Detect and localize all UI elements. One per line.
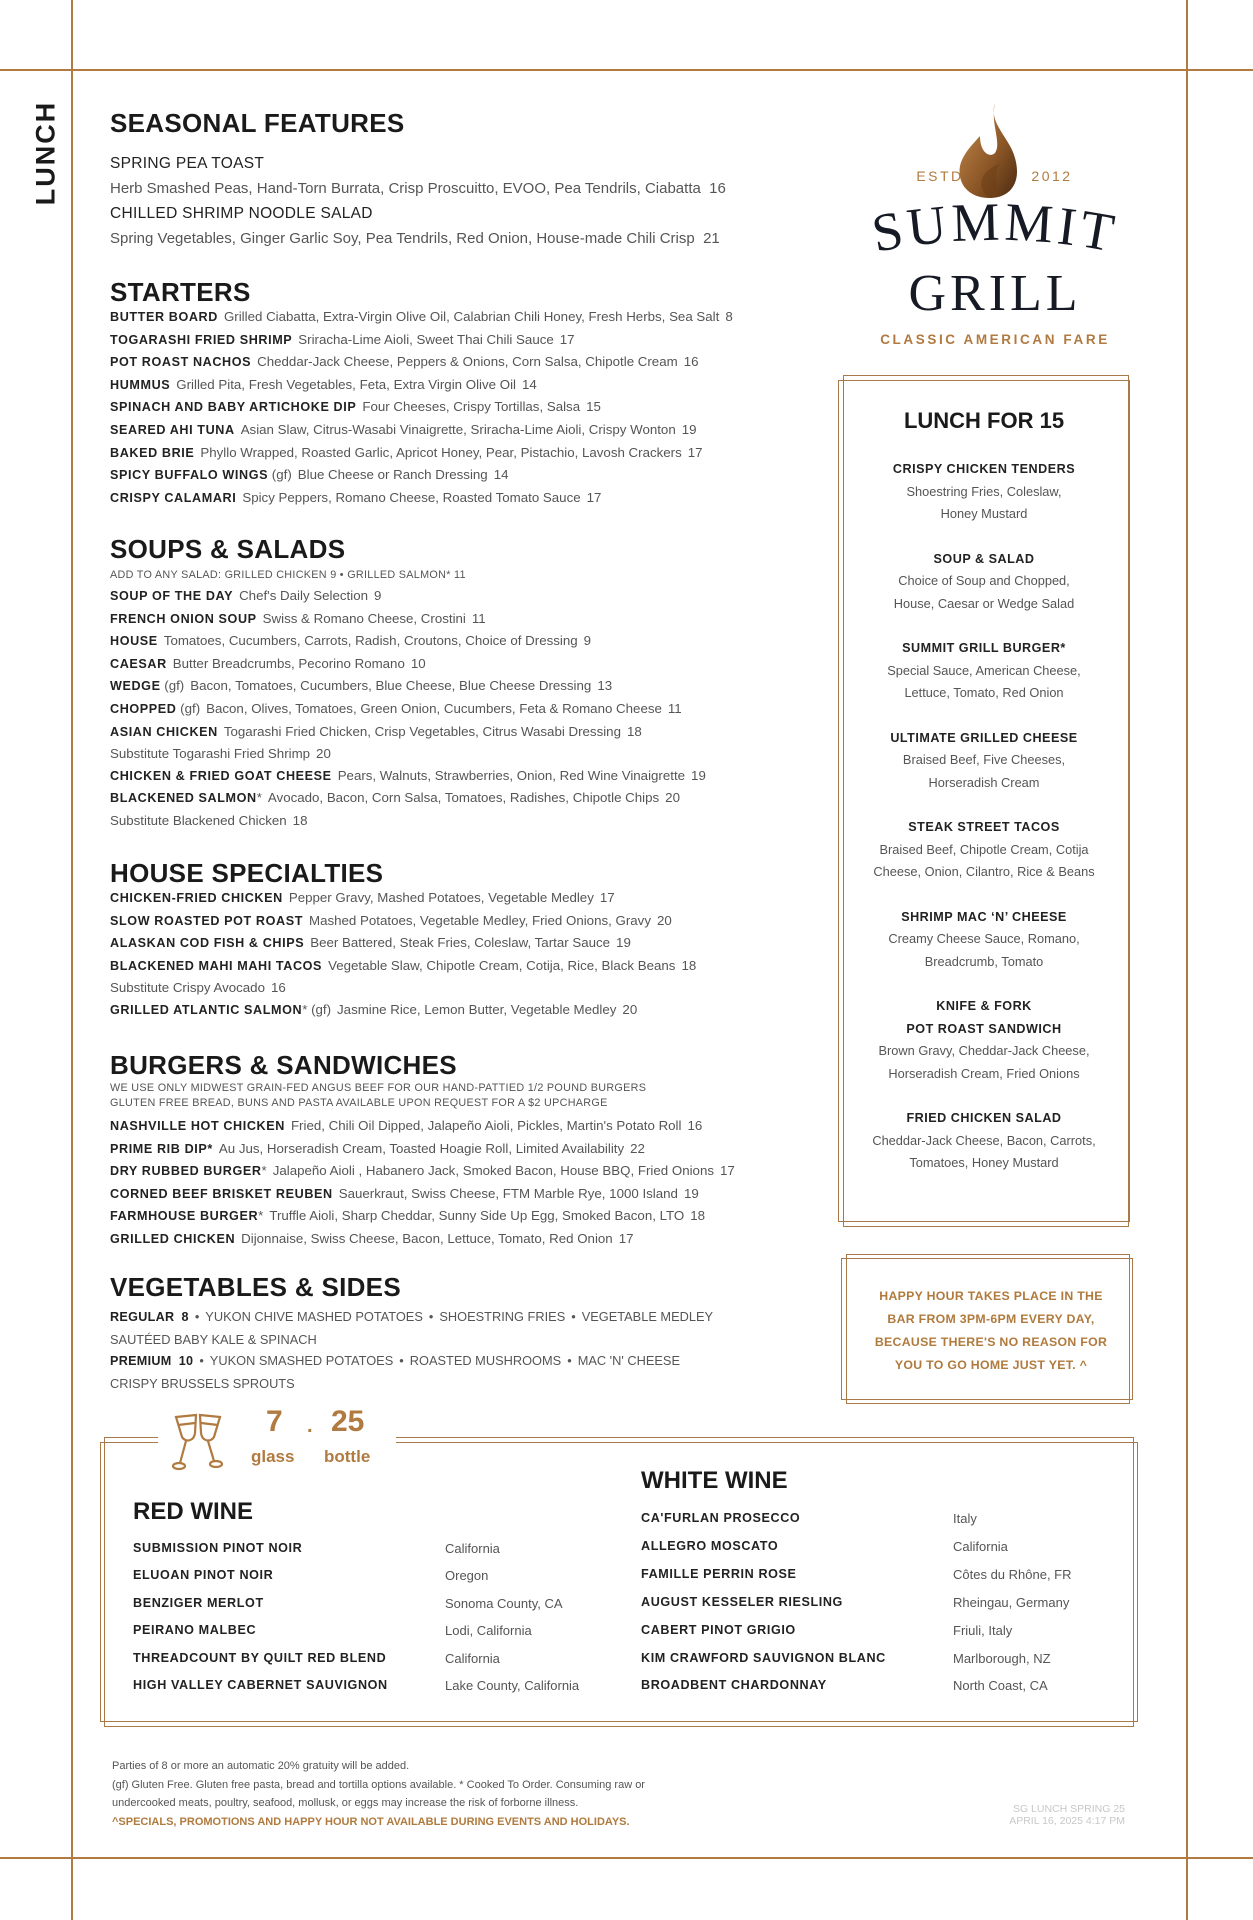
item-name: PRIME RIB DIP* — [110, 1141, 213, 1156]
wine-name: PEIRANO MALBEC — [133, 1623, 257, 1638]
lunch15-item-desc: Creamy Cheese Sauce, Romano, — [888, 931, 1080, 946]
item-desc: Chef's Daily Selection — [239, 588, 368, 603]
lunch15-item-desc: Brown Gravy, Cheddar-Jack Cheese, — [878, 1043, 1090, 1058]
wine-item — [641, 1622, 1013, 1638]
wine-name: FAMILLE PERRIN ROSE — [641, 1566, 797, 1581]
lunch15-item-name: CRISPY CHICKEN TENDERS — [892, 462, 1076, 476]
wine-item — [133, 1650, 500, 1666]
item-modifier: * — [258, 1208, 264, 1224]
item-name: CHICKEN & FRIED GOAT CHEESE — [110, 768, 332, 783]
soups-list-wrap — [110, 568, 810, 832]
item-name: HUMMUS — [110, 377, 171, 392]
item-desc: Togarashi Fried Chicken, Crisp Vegetables, Citrus Wasabi Dressing — [223, 723, 621, 739]
item-modifier: (gf) — [268, 467, 292, 483]
lunch15-list — [842, 458, 1126, 1175]
section-title-starters: STARTERS — [110, 277, 251, 307]
footer-line: undercooked meats, poultry, seafood, mollusk, or eggs may increase the risk of forborne illness. — [112, 1797, 579, 1810]
price: 14 — [522, 376, 537, 392]
wine-item — [641, 1566, 1072, 1582]
price: 19 — [616, 935, 631, 951]
wine-item — [133, 1541, 500, 1556]
price: 18 — [626, 723, 642, 739]
price: 17 — [559, 331, 575, 347]
item-name: SPINACH AND BABY ARTICHOKE DIP — [110, 400, 357, 415]
price: 18 — [690, 1208, 706, 1224]
lunch15-item — [842, 727, 1126, 795]
feature-desc: Herb Smashed Peas, Hand-Torn Burrata, Crisp Proscuitto, EVOO, Pea Tendrils, Ciabatta 16 — [110, 180, 726, 197]
price: 11 — [667, 700, 682, 716]
lunch15-item — [842, 906, 1126, 974]
item-desc: Beer Battered, Steak Fries, Coleslaw, Tartar Sauce — [310, 935, 611, 951]
side-label: LUNCH — [30, 100, 61, 206]
wine-name: SUBMISSION PINOT NOIR — [133, 1541, 303, 1555]
price: 19 — [691, 767, 706, 783]
wine-region: California — [953, 1538, 1008, 1554]
lunch15-item-desc: Cheddar-Jack Cheese, Bacon, Carrots, — [872, 1132, 1096, 1148]
menu-item — [110, 585, 810, 608]
menu-item — [110, 1205, 810, 1228]
price: 17 — [599, 890, 615, 905]
red-wine-title: RED WINE — [133, 1498, 253, 1525]
brand-tagline: CLASSIC AMERICAN FARE — [880, 332, 1110, 347]
item-desc: Four Cheeses, Crispy Tortillas, Salsa — [362, 399, 581, 415]
wine-region: Friuli, Italy — [953, 1622, 1013, 1638]
price: 13 — [597, 678, 613, 694]
wine-name: HIGH VALLEY CABERNET SAUVIGNON — [133, 1678, 388, 1692]
item-desc: Bacon, Olives, Tomatoes, Green Onion, Cucumbers, Feta & Romano Cheese — [206, 700, 662, 716]
item-name: BAKED BRIE — [110, 445, 195, 460]
wine-item — [641, 1650, 1051, 1666]
burgers-list-wrap — [110, 1081, 810, 1251]
wine-region: Rheingau, Germany — [953, 1594, 1070, 1610]
menu-item — [110, 608, 810, 631]
wine-name: ELUOAN PINOT NOIR — [133, 1568, 274, 1583]
section-title-specialties: HOUSE SPECIALTIES — [110, 858, 384, 888]
summit-grill-logo — [840, 98, 1150, 348]
lunch15-item-name: SHRIMP MAC ‘N’ CHEESE — [901, 909, 1067, 924]
wine-name: KIM CRAWFORD SAUVIGNON BLANC — [641, 1650, 886, 1665]
item-desc: Avocado, Bacon, Corn Salsa, Tomatoes, Radishes, Chipotle Chips — [267, 790, 660, 806]
menu-item — [110, 396, 810, 419]
item-name: ALASKAN COD FISH & CHIPS — [110, 936, 305, 951]
substitute-option: Substitute Crispy Avocado — [110, 980, 265, 996]
stamp-line: SG LUNCH SPRING 25 — [1012, 1803, 1125, 1815]
wine-name: CA'FURLAN PROSECCO — [641, 1511, 801, 1525]
menu-item — [110, 887, 810, 910]
glass-price: 7 — [266, 1405, 283, 1438]
item-desc: Sriracha-Lime Aioli, Sweet Thai Chili Sauce — [298, 331, 554, 347]
wine-name: BENZIGER MERLOT — [133, 1595, 264, 1610]
section-title-seasonal: SEASONAL FEATURES — [110, 108, 405, 138]
item-name: ASIAN CHICKEN — [110, 724, 218, 739]
item-desc: Phyllo Wrapped, Roasted Garlic, Apricot Honey, Pear, Pistachio, Lavosh Crackers — [200, 444, 682, 460]
sides-list — [110, 1306, 810, 1394]
price: 16 — [683, 354, 699, 370]
item-desc: Spicy Peppers, Romano Cheese, Roasted Tomato Sauce — [242, 489, 581, 505]
lunch15-item-desc: Horseradish Cream, Fried Onions — [888, 1065, 1080, 1081]
lunch15-item — [842, 637, 1126, 705]
item-modifier: (gf) — [160, 678, 185, 694]
lunch15-item — [842, 458, 1126, 526]
item-desc: Pears, Walnuts, Strawberries, Onion, Red Wine Vinaigrette — [337, 767, 686, 783]
lunch15-item-name: STEAK STREET TACOS — [908, 820, 1060, 834]
menu-item — [110, 351, 810, 374]
lunch15-item — [842, 1107, 1126, 1175]
lunch15-item — [842, 548, 1126, 616]
item-modifier: * (gf) — [302, 1001, 332, 1017]
lunch15-item-name: ULTIMATE GRILLED CHEESE — [890, 730, 1078, 745]
brand-name-line2: GRILL — [908, 265, 1082, 322]
menu-item — [110, 374, 810, 397]
feature-desc: Spring Vegetables, Ginger Garlic Soy, Pea Tendrils, Red Onion, House-made Chili Crisp 21 — [110, 230, 720, 247]
menu-item — [110, 765, 810, 788]
price: 19 — [683, 1185, 699, 1201]
footer-line: Parties of 8 or more an automatic 20% gratuity will be added. — [112, 1760, 410, 1772]
item-desc: Butter Breadcrumbs, Pecorino Romano — [172, 655, 405, 671]
menu-item — [110, 810, 810, 832]
side-item: CRISPY BRUSSELS SPROUTS — [110, 1375, 295, 1391]
menu-item — [110, 932, 810, 955]
price: 22 — [630, 1140, 645, 1156]
menu-item — [110, 999, 810, 1022]
menu-item — [110, 977, 810, 999]
item-name: SEARED AHI TUNA — [110, 422, 235, 437]
lunch15-item — [842, 816, 1126, 884]
print-stamp — [1003, 1803, 1125, 1827]
item-desc: Pepper Gravy, Mashed Potatoes, Vegetable Medley — [288, 890, 594, 905]
happy-hour-line: YOU TO GO HOME JUST YET. ^ — [894, 1358, 1088, 1372]
salad-addon-note: ADD TO ANY SALAD: GRILLED CHICKEN 9 • GRILLED SALMON* 11 — [110, 569, 466, 581]
price: 17 — [720, 1163, 735, 1179]
wine-item — [641, 1511, 977, 1526]
brand-name-line1: SUMMIT — [867, 191, 1123, 264]
feature-name: SPRING PEA TOAST — [110, 155, 265, 172]
top-rule — [0, 69, 1253, 71]
item-desc: Jalapeño Aioli , Habanero Jack, Smoked Bacon, House BBQ, Fried Onions — [272, 1163, 714, 1179]
wine-item — [133, 1623, 532, 1639]
bottle-price: 25 — [331, 1405, 365, 1438]
item-desc: Swiss & Romano Cheese, Crostini — [262, 610, 466, 626]
section-title-sides: VEGETABLES & SIDES — [110, 1272, 401, 1302]
burger-note: WE USE ONLY MIDWEST GRAIN-FED ANGUS BEEF FOR OUR HAND-PATTIED 1/2 POUND BURGERS — [110, 1082, 647, 1094]
item-name: SPICY BUFFALO WINGS — [110, 468, 269, 483]
lunch15-item-desc: Cheese, Onion, Cilantro, Rice & Beans — [873, 864, 1095, 879]
seasonal-list — [110, 151, 810, 251]
white-wine-title: WHITE WINE — [641, 1467, 788, 1494]
menu-item — [110, 653, 810, 676]
item-desc: Grilled Ciabatta, Extra-Virgin Olive Oil, Calabrian Chili Honey, Fresh Herbs, Sea Salt — [223, 309, 720, 324]
wine-region: Côtes du Rhône, FR — [953, 1566, 1072, 1582]
lunch15-item-desc: Braised Beef, Five Cheeses, — [902, 752, 1066, 767]
item-desc: Cheddar-Jack Cheese, Peppers & Onions, Corn Salsa, Chipotle Cream — [257, 354, 678, 370]
item-desc: Dijonnaise, Swiss Cheese, Bacon, Lettuce, Tomato, Red Onion — [241, 1230, 613, 1246]
price: 17 — [687, 444, 703, 460]
item-name: GRILLED CHICKEN — [110, 1231, 236, 1246]
lunch15-item-name: KNIFE & FORK — [936, 999, 1032, 1013]
item-name: POT ROAST NACHOS — [110, 355, 252, 370]
menu-item — [110, 698, 810, 721]
price: 17 — [586, 489, 602, 505]
item-modifier: * — [256, 790, 262, 806]
menu-item — [110, 721, 810, 744]
wine-item — [641, 1538, 1008, 1554]
price-separator: . — [307, 1415, 313, 1437]
happy-hour-line: HAPPY HOUR TAKES PLACE IN THE — [879, 1289, 1103, 1303]
item-name: WEDGE — [110, 679, 161, 694]
item-desc: Asian Slaw, Citrus-Wasabi Vinaigrette, Sriracha-Lime Aioli, Crispy Wonton — [240, 421, 676, 437]
menu-item — [110, 1183, 810, 1206]
wine-item — [133, 1568, 489, 1584]
item-name: FARMHOUSE BURGER — [110, 1209, 259, 1224]
price: 16 — [709, 180, 726, 197]
price: 18 — [292, 812, 308, 828]
menu-item — [110, 1160, 810, 1183]
menu-item — [110, 955, 810, 978]
menu-item — [110, 743, 810, 765]
lunch15-item-desc: Honey Mustard — [940, 506, 1028, 521]
wine-item — [133, 1678, 580, 1693]
price: 8 — [725, 309, 733, 324]
wine-region: California — [445, 1650, 500, 1666]
lunch15-item-desc: Shoestring Fries, Coleslaw, — [906, 483, 1062, 499]
wine-region: Marlborough, NZ — [953, 1650, 1051, 1666]
burgers-list — [110, 1115, 810, 1251]
feature-name: CHILLED SHRIMP NOODLE SALAD — [110, 205, 373, 222]
price: 15 — [586, 399, 601, 415]
price: 21 — [703, 230, 720, 247]
item-modifier: (gf) — [176, 700, 201, 716]
wine-glasses-icon — [170, 1411, 242, 1473]
menu-item — [110, 464, 810, 487]
wine-name: ALLEGRO MOSCATO — [641, 1538, 779, 1553]
lunch15-item-name: POT ROAST SANDWICH — [906, 1021, 1062, 1036]
price: 20 — [622, 1001, 638, 1017]
item-name: CRISPY CALAMARI — [110, 490, 237, 505]
menu-item — [110, 329, 810, 352]
menu-item — [110, 306, 810, 329]
menu-item — [110, 442, 810, 465]
lunch15-panel — [842, 382, 1126, 1197]
item-desc: Mashed Potatoes, Vegetable Medley, Fried Onions, Gravy — [309, 912, 651, 928]
lunch15-item — [842, 995, 1126, 1085]
brand-year: 2012 — [1031, 168, 1073, 184]
price: 20 — [316, 746, 331, 762]
item-name: SOUP OF THE DAY — [110, 589, 234, 603]
substitute-option: Substitute Togarashi Fried Shrimp — [110, 746, 311, 762]
lunch15-item-desc: Tomatoes, Honey Mustard — [909, 1155, 1059, 1170]
side-item: SAUTÉED BABY KALE & SPINACH — [110, 1331, 317, 1347]
price: 11 — [471, 610, 486, 626]
menu-item — [110, 487, 810, 510]
wine-name: CABERT PINOT GRIGIO — [641, 1622, 796, 1637]
lunch15-item-name: SOUP & SALAD — [933, 551, 1035, 566]
sides-tier-regular: REGULAR 8 • YUKON CHIVE MASHED POTATOES • SHOESTRING FRIES • VEGETABLE MEDLEY — [110, 1309, 714, 1324]
price: 9 — [374, 588, 382, 603]
wine-region: Italy — [953, 1511, 977, 1526]
bottom-rule — [0, 1857, 1253, 1859]
item-modifier: * — [261, 1163, 267, 1179]
price: 19 — [681, 421, 697, 437]
item-desc: Blue Cheese or Ranch Dressing — [297, 467, 488, 483]
price: 16 — [687, 1118, 703, 1133]
right-rule — [1186, 0, 1188, 1920]
item-name: NASHVILLE HOT CHICKEN — [110, 1119, 285, 1133]
item-desc: Truffle Aioli, Sharp Cheddar, Sunny Side Up Egg, Smoked Bacon, LTO — [269, 1208, 685, 1224]
item-name: GRILLED ATLANTIC SALMON — [110, 1002, 303, 1017]
menu-item — [110, 1138, 810, 1161]
wine-name: AUGUST KESSELER RIESLING — [641, 1594, 843, 1609]
price: 14 — [493, 467, 509, 483]
lunch15-item-desc: Horseradish Cream — [928, 774, 1040, 790]
footer-line: (gf) Gluten Free. Gluten free pasta, bread and tortilla options available. * Cooked To Order. Consuming raw or — [112, 1778, 645, 1791]
wine-region: Sonoma County, CA — [445, 1595, 563, 1611]
item-desc: Fried, Chili Oil Dipped, Jalapeño Aioli, Pickles, Martin's Potato Roll — [290, 1118, 682, 1133]
item-name: CHICKEN-FRIED CHICKEN — [110, 891, 283, 905]
price: 20 — [665, 790, 680, 806]
substitute-option: Substitute Blackened Chicken — [110, 812, 287, 828]
wine-name: BROADBENT CHARDONNAY — [641, 1678, 827, 1693]
flame-icon — [960, 103, 1017, 198]
burger-note: GLUTEN FREE BREAD, BUNS AND PASTA AVAILABLE UPON REQUEST FOR A $2 UPCHARGE — [110, 1097, 608, 1109]
happy-hour-line: BAR FROM 3PM-6PM EVERY DAY, — [887, 1312, 1095, 1326]
item-desc: Vegetable Slaw, Chipotle Cream, Cotija, Rice, Black Beans — [328, 957, 676, 973]
brand-estd: ESTD — [916, 168, 964, 184]
footer-notes — [112, 1757, 645, 1832]
menu-item — [110, 1228, 810, 1251]
sides-tier-premium: PREMIUM 10 • YUKON SMASHED POTATOES • ROASTED MUSHROOMS • MAC 'N' CHEESE — [110, 1353, 680, 1369]
wine-item — [641, 1594, 1070, 1610]
section-title-soups: SOUPS & SALADS — [110, 534, 346, 564]
item-name: TOGARASHI FRIED SHRIMP — [110, 332, 293, 347]
glass-label: glass — [251, 1447, 295, 1466]
bottle-label: bottle — [324, 1447, 371, 1466]
wine-region: North Coast, CA — [953, 1678, 1048, 1694]
item-desc: Bacon, Tomatoes, Cucumbers, Blue Cheese, Blue Cheese Dressing — [190, 678, 592, 694]
item-desc: Jasmine Rice, Lemon Butter, Vegetable Medley — [337, 1001, 617, 1017]
item-name: SLOW ROASTED POT ROAST — [110, 913, 304, 928]
price: 17 — [618, 1230, 634, 1246]
item-name: FRENCH ONION SOUP — [110, 611, 257, 626]
lunch15-item-desc: Breadcrumb, Tomato — [924, 953, 1044, 969]
item-name: HOUSE — [110, 634, 158, 649]
wine-region: Lake County, California — [445, 1678, 580, 1693]
happy-hour-line: BECAUSE THERE'S NO REASON FOR — [874, 1335, 1108, 1349]
section-title-burgers: BURGERS & SANDWICHES — [110, 1050, 457, 1080]
lunch15-title: LUNCH FOR 15 — [903, 408, 1065, 433]
soups-list — [110, 585, 810, 832]
menu-item — [110, 1115, 810, 1138]
menu-item — [110, 675, 810, 698]
item-name: CHOPPED — [110, 701, 177, 716]
price: 16 — [270, 980, 286, 996]
starters-list — [110, 306, 810, 509]
wine-price-badge — [158, 1405, 396, 1475]
happy-hour-text — [848, 1285, 1134, 1377]
item-desc: Au Jus, Horseradish Cream, Toasted Hoagie Roll, Limited Availability — [218, 1140, 625, 1156]
menu-item — [110, 419, 810, 442]
wine-region: Lodi, California — [445, 1623, 532, 1639]
lunch15-item-name: FRIED CHICKEN SALAD — [906, 1111, 1062, 1125]
stamp-line: APRIL 16, 2025 4:17 PM — [1009, 1815, 1125, 1827]
item-desc: Sauerkraut, Swiss Cheese, FTM Marble Rye, 1000 Island — [338, 1185, 678, 1201]
price: 10 — [410, 655, 426, 671]
item-name: CORNED BEEF BRISKET REUBEN — [110, 1186, 333, 1201]
wine-name: THREADCOUNT BY QUILT RED BLEND — [133, 1650, 387, 1665]
menu-item — [110, 910, 810, 933]
specialties-list — [110, 887, 810, 1022]
item-name: CAESAR — [110, 656, 167, 671]
lunch15-item-desc: Special Sauce, American Cheese, — [887, 662, 1081, 678]
lunch15-item-name: SUMMIT GRILL BURGER* — [902, 641, 1066, 655]
lunch15-item-desc: Lettuce, Tomato, Red Onion — [904, 685, 1064, 700]
lunch15-item-desc: House, Caesar or Wedge Salad — [893, 595, 1075, 611]
lunch15-item-desc: Choice of Soup and Chopped, — [898, 573, 1070, 588]
price: 20 — [656, 912, 672, 928]
item-desc: Grilled Pita, Fresh Vegetables, Feta, Extra Virgin Olive Oil — [176, 376, 516, 392]
wine-region: Oregon — [445, 1568, 489, 1584]
price: 9 — [583, 633, 592, 649]
item-name: BLACKENED SALMON — [110, 791, 257, 806]
menu-item — [110, 787, 810, 810]
item-name: BUTTER BOARD — [110, 310, 218, 324]
item-name: DRY RUBBED BURGER — [110, 1164, 262, 1179]
wine-item — [641, 1678, 1048, 1694]
footer-disclaimer: ^SPECIALS, PROMOTIONS AND HAPPY HOUR NOT AVAILABLE DURING EVENTS AND HOLIDAYS. — [112, 1816, 630, 1829]
lunch15-item-desc: Braised Beef, Chipotle Cream, Cotija — [879, 841, 1089, 857]
menu-item — [110, 630, 810, 653]
wine-region: California — [445, 1541, 500, 1556]
left-rule — [71, 0, 73, 1920]
item-desc: Tomatoes, Cucumbers, Carrots, Radish, Croutons, Choice of Dressing — [163, 633, 578, 649]
item-name: BLACKENED MAHI MAHI TACOS — [110, 958, 323, 973]
price: 18 — [681, 957, 697, 973]
wine-item — [133, 1595, 563, 1611]
